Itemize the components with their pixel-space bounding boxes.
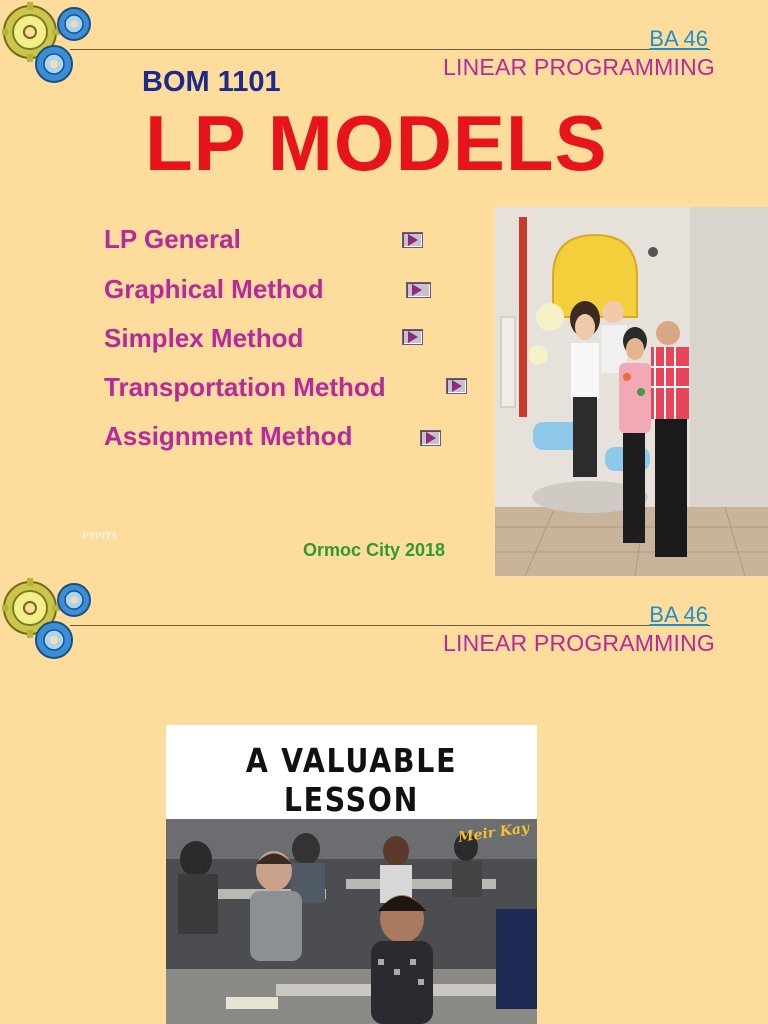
menu-item-label: LP General bbox=[104, 224, 241, 254]
header-divider bbox=[70, 49, 710, 50]
photo-ormoc-city bbox=[495, 207, 768, 576]
course-code: BA 46 bbox=[649, 26, 708, 51]
course-label: BOM 1101 bbox=[142, 66, 281, 98]
gears-icon bbox=[2, 2, 94, 84]
slide-2 bbox=[0, 576, 768, 1024]
menu-item-simplex-method[interactable] bbox=[104, 323, 303, 359]
menu-item-label: Assignment Method bbox=[104, 421, 353, 451]
play-icon[interactable] bbox=[406, 282, 431, 298]
header-divider bbox=[70, 625, 710, 626]
play-icon[interactable] bbox=[402, 329, 423, 345]
subject-heading: LINEAR PROGRAMMING bbox=[443, 630, 715, 656]
lesson-thumbnail[interactable] bbox=[166, 725, 537, 1024]
menu-item-transportation-method[interactable] bbox=[104, 372, 386, 408]
play-icon[interactable] bbox=[402, 232, 423, 248]
course-code: BA 46 bbox=[649, 602, 708, 627]
menu-item-label: Graphical Method bbox=[104, 274, 324, 304]
menu-item-assignment-method[interactable] bbox=[104, 421, 352, 457]
menu-item-label: Simplex Method bbox=[104, 323, 304, 353]
gears-icon bbox=[2, 578, 94, 660]
page-title: LP MODELS bbox=[145, 99, 608, 187]
lesson-title: A VALUABLE LESSON bbox=[245, 741, 458, 819]
play-icon[interactable] bbox=[420, 430, 441, 446]
signature-watermark: Meir Kay bbox=[456, 820, 530, 846]
menu-item-lp-general[interactable] bbox=[104, 224, 241, 260]
menu-item-graphical-method[interactable] bbox=[104, 274, 324, 310]
play-icon[interactable] bbox=[446, 378, 467, 394]
menu-item-label: Transportation Method bbox=[104, 372, 386, 402]
author-tag: PYPITS bbox=[82, 530, 117, 542]
subject-heading: LINEAR PROGRAMMING bbox=[443, 54, 715, 80]
classroom-scene bbox=[166, 819, 537, 1024]
location-caption: Ormoc City 2018 bbox=[303, 540, 446, 560]
